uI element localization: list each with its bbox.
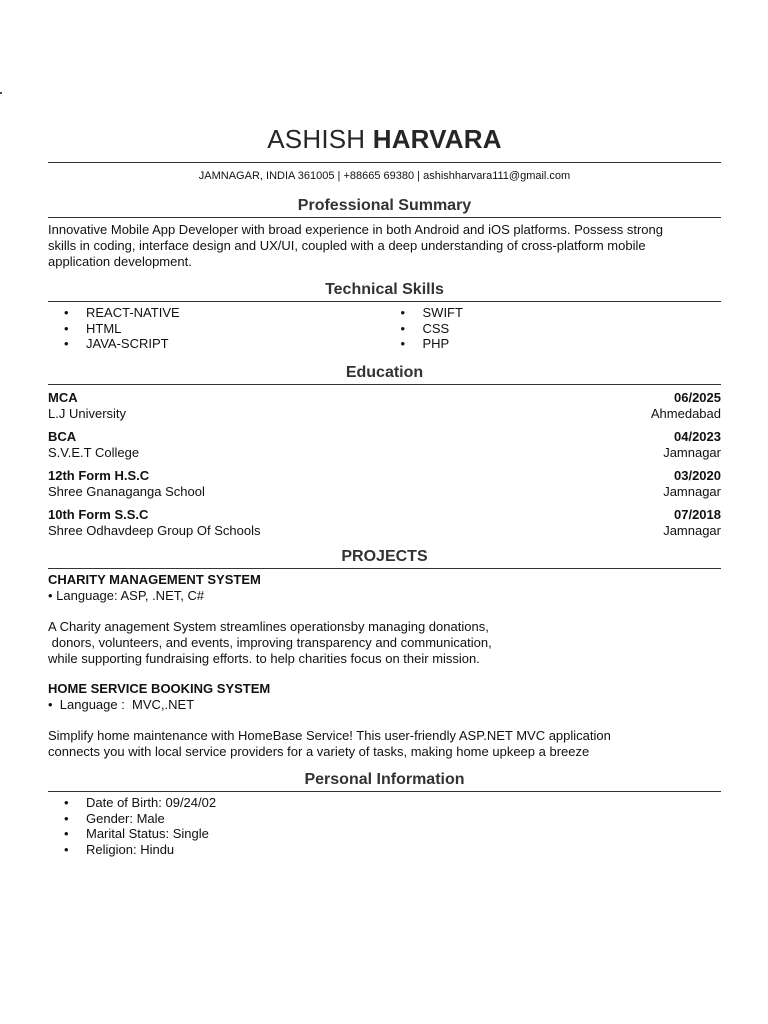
skills-columns [48, 305, 721, 352]
skill-label: SWIFT [422, 305, 463, 320]
bullet: • [64, 305, 69, 320]
last-name: HARVARA [372, 124, 502, 154]
skills-left-column [48, 305, 385, 352]
summary-line: skills in coding, interface design and UX/UI, coupled with a deep understanding of cross-platform mobile [48, 238, 646, 253]
education-entry [48, 468, 721, 500]
project-language: • Language : MVC,.NET [48, 697, 195, 712]
degree: BCA [48, 429, 77, 444]
first-name: ASHISH [267, 124, 366, 154]
city: Jamnagar [663, 523, 721, 538]
projects-divider [48, 568, 721, 569]
personal-section [48, 770, 721, 858]
skill-item [48, 305, 385, 321]
bullet: • [64, 826, 69, 842]
project-description-line: donors, volunteers, and events, improving transparency and communication, [48, 635, 492, 650]
degree: 10th Form S.S.C [48, 507, 149, 522]
city: Ahmedabad [650, 406, 721, 421]
skill-item [385, 305, 722, 321]
bullet: • [400, 320, 406, 336]
contact-line: JAMNAGAR, INDIA 361005 | +88665 69380 | ashishharvara111@gmail.com [198, 170, 571, 182]
skill-label: PHP [422, 336, 450, 352]
skill-item [385, 336, 722, 352]
degree: 12th Form H.S.C [48, 468, 150, 483]
city: Jamnagar [663, 484, 721, 499]
bullet: • [64, 842, 69, 858]
skills-divider [48, 301, 721, 302]
personal-item [48, 811, 721, 827]
personal-item [48, 842, 721, 858]
city: Jamnagar [663, 445, 721, 460]
personal-item-label: Gender: Male [86, 810, 165, 826]
page-edge-mark [0, 92, 2, 94]
education-entry [48, 507, 721, 539]
skill-item [48, 321, 385, 337]
skills-section [48, 280, 721, 352]
graduation-date: 06/2025 [674, 390, 721, 405]
project-name: CHARITY MANAGEMENT SYSTEM [48, 572, 261, 587]
personal-divider [48, 791, 721, 792]
bullet: • [64, 336, 69, 352]
summary-divider [48, 217, 721, 218]
institution: Shree Odhavdeep Group Of Schools [48, 523, 261, 538]
summary-title: Professional Summary [297, 197, 472, 214]
degree: MCA [48, 390, 78, 405]
summary-line: Innovative Mobile App Developer with broad experience in both Android and iOS platforms. Possess strong [48, 222, 663, 237]
skill-label: HTML [86, 320, 122, 336]
personal-item [48, 826, 721, 842]
institution: S.V.E.T College [48, 445, 140, 460]
institution: Shree Gnanaganga School [48, 484, 205, 499]
project-description-line: Simplify home maintenance with HomeBase Service! This user-friendly ASP.NET MVC application [48, 728, 611, 743]
graduation-date: 07/2018 [674, 507, 721, 522]
bullet: • [64, 320, 69, 336]
skills-right-column [385, 305, 722, 352]
skill-label: JAVA-SCRIPT [86, 336, 169, 352]
candidate-name [48, 123, 721, 155]
project-description-line: while supporting fundraising efforts. to help charities focus on their mission. [48, 651, 480, 666]
education-entry [48, 390, 721, 422]
project-language: • Language: ASP, .NET, C# [48, 588, 205, 603]
personal-item-label: Religion: Hindu [86, 842, 175, 858]
graduation-date: 04/2023 [674, 429, 721, 444]
skill-item [48, 336, 385, 352]
skill-item [385, 321, 722, 337]
institution: L.J University [48, 406, 127, 421]
resume-page [48, 0, 721, 858]
graduation-date: 03/2020 [674, 468, 721, 483]
education-divider [48, 384, 721, 385]
bullet: • [400, 336, 406, 352]
skill-label: CSS [422, 320, 450, 336]
bullet: • [64, 810, 69, 826]
project-name: HOME SERVICE BOOKING SYSTEM [48, 681, 271, 696]
skill-label: REACT-NATIVE [86, 305, 180, 320]
summary-line: application development. [48, 254, 192, 269]
projects-section [48, 547, 721, 760]
education-section [48, 363, 721, 546]
summary-section [48, 196, 721, 270]
header-divider [48, 162, 721, 163]
project-entry [48, 681, 721, 760]
education-entry [48, 429, 721, 461]
personal-item-label: Marital Status: Single [86, 826, 209, 842]
project-entry [48, 572, 721, 667]
project-description-line: A Charity anagement System streamlines operationsby managing donations, [48, 619, 489, 634]
education-title: Education [345, 364, 424, 381]
bullet: • [64, 795, 69, 810]
projects-title: PROJECTS [341, 548, 428, 565]
personal-title: Personal Information [304, 771, 465, 788]
personal-item [48, 795, 721, 811]
project-description-line: connects you with local service providers for a variety of tasks, making home upkeep a breeze [48, 744, 590, 759]
skills-title: Technical Skills [325, 281, 444, 298]
personal-item-label: Date of Birth: 09/24/02 [86, 795, 217, 810]
bullet: • [400, 305, 406, 320]
